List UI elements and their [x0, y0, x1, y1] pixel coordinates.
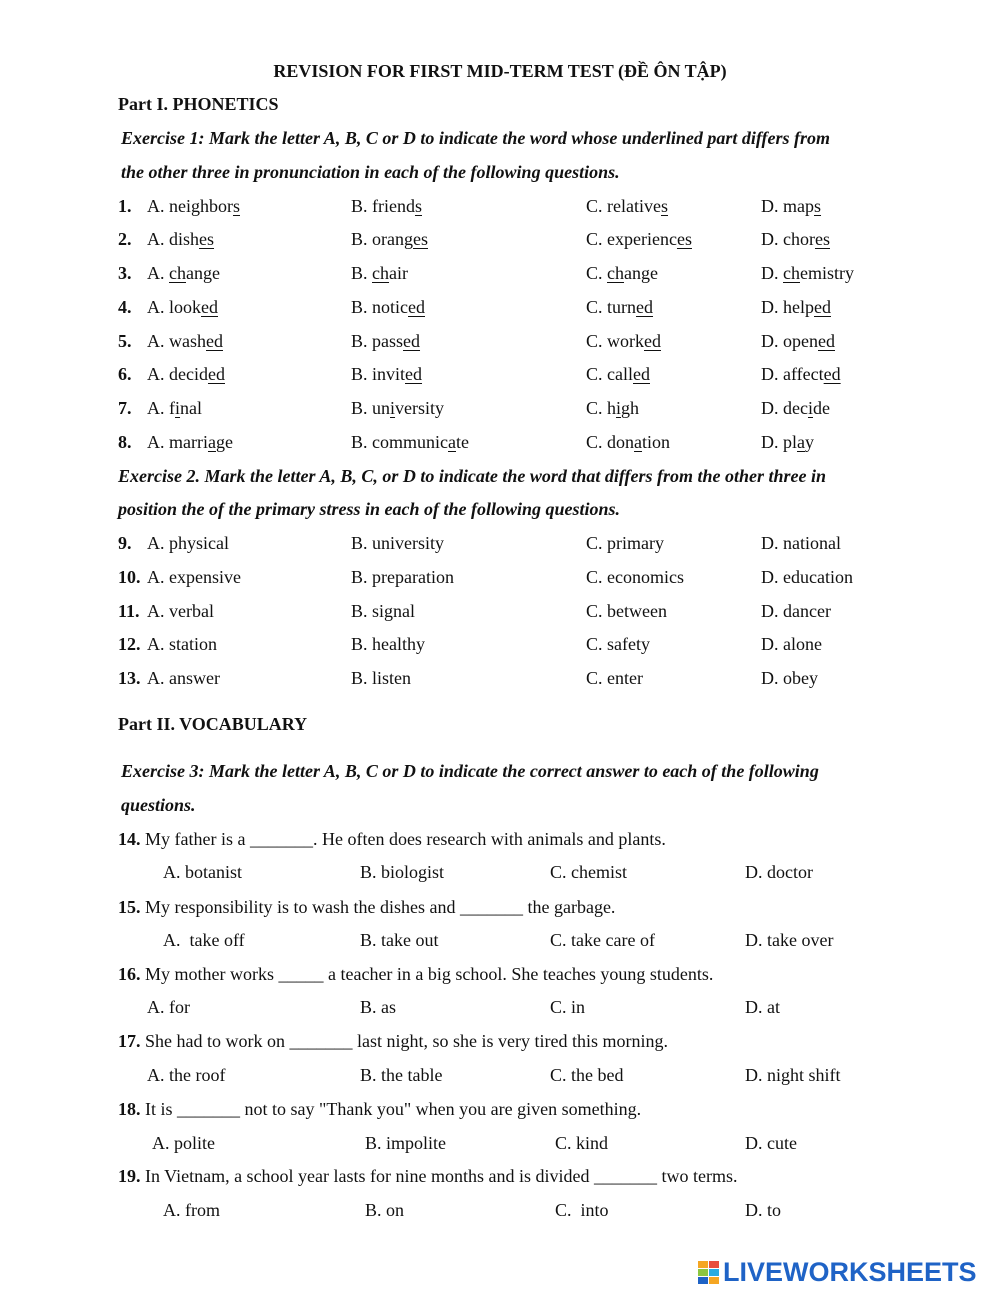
option-text: ge — [215, 432, 233, 452]
answer-option[interactable]: A. verbal — [147, 601, 214, 621]
underlined-part: i — [807, 398, 813, 418]
question-stem — [118, 897, 615, 918]
underlined-part: ed — [818, 331, 835, 351]
underlined-part: ch — [783, 263, 800, 283]
underlined-part: ed — [408, 297, 425, 317]
underlined-part: i — [390, 398, 396, 418]
underlined-part: i — [616, 398, 622, 418]
answer-option[interactable] — [586, 364, 650, 385]
answer-option[interactable]: A. polite — [152, 1133, 215, 1153]
option-text: C. — [586, 263, 608, 283]
option-text: air — [389, 263, 408, 283]
option-text: te — [456, 432, 469, 452]
question-number: 11. — [118, 601, 140, 621]
answer-option[interactable] — [586, 398, 639, 419]
answer-option[interactable]: A. from — [163, 1200, 220, 1220]
answer-option[interactable]: C. chemist — [550, 862, 627, 882]
answer-option[interactable]: A. expensive — [147, 567, 241, 587]
option-text: A. marri — [147, 432, 208, 452]
underlined-part: a — [448, 432, 456, 452]
option-text: A. f — [147, 398, 175, 418]
answer-option[interactable] — [761, 229, 830, 250]
answer-option[interactable] — [147, 229, 214, 250]
answer-option[interactable]: C. take care of — [550, 930, 655, 950]
answer-option[interactable] — [586, 331, 661, 352]
question-text: She had to work on _______ last night, so she is very tired this morning. — [140, 1031, 668, 1051]
answer-option[interactable] — [586, 263, 658, 284]
answer-option[interactable] — [586, 229, 692, 250]
underlined-part: es — [814, 229, 830, 249]
answer-option[interactable] — [586, 196, 668, 217]
option-text: D. help — [761, 297, 814, 317]
answer-option[interactable]: A. physical — [147, 533, 229, 553]
answer-option[interactable]: B. healthy — [351, 634, 425, 654]
answer-option[interactable]: B. on — [365, 1200, 405, 1220]
option-text: B. pass — [351, 331, 404, 351]
answer-option[interactable]: B. impolite — [365, 1133, 446, 1153]
answer-option[interactable]: C. between — [586, 601, 667, 621]
option-text: C. experienc — [586, 229, 677, 249]
answer-option[interactable]: C. kind — [555, 1133, 609, 1153]
answer-option[interactable]: D. education — [761, 567, 853, 587]
option-text: C. h — [586, 398, 617, 418]
option-text: D. map — [761, 196, 814, 216]
underlined-part: ed — [823, 364, 841, 384]
part2-heading: Part II. VOCABULARY — [118, 714, 308, 734]
option-text: D. chor — [761, 229, 815, 249]
answer-option[interactable] — [351, 196, 422, 217]
answer-option[interactable]: D. doctor — [745, 862, 813, 882]
answer-option[interactable]: A. answer — [147, 668, 220, 688]
underlined-part: ed — [814, 297, 831, 317]
question-number: 4. — [118, 297, 132, 317]
answer-option[interactable] — [761, 196, 821, 217]
question-number: 2. — [118, 229, 132, 249]
answer-option[interactable] — [351, 331, 420, 352]
answer-option[interactable] — [147, 196, 240, 217]
underlined-part: s — [660, 196, 668, 216]
question-number: 16. — [118, 964, 141, 984]
question-text: It is _______ not to say "Thank you" when you are given something. — [140, 1099, 642, 1119]
question-number: 3. — [118, 263, 132, 283]
question-text: My responsibility is to wash the dishes and _______ the garbage. — [140, 897, 616, 917]
answer-option[interactable]: A. the roof — [147, 1065, 226, 1085]
answer-option[interactable]: B. take out — [360, 930, 439, 950]
underlined-part: a — [634, 432, 643, 452]
underlined-part: ed — [644, 331, 661, 351]
option-text: C. don — [586, 432, 635, 452]
answer-option[interactable]: A. take off — [163, 930, 245, 950]
page-title: REVISION FOR FIRST MID-TERM TEST (ĐỀ ÔN TẬP) — [273, 61, 727, 81]
answer-option[interactable] — [147, 398, 202, 419]
answer-option[interactable] — [147, 297, 218, 318]
answer-option[interactable] — [351, 297, 425, 318]
answer-option[interactable] — [761, 263, 854, 284]
option-text: y — [805, 432, 814, 452]
answer-option[interactable]: D. alone — [761, 634, 822, 654]
answer-option[interactable] — [351, 432, 469, 453]
answer-option[interactable] — [761, 398, 830, 419]
underlined-part: i — [175, 398, 181, 418]
option-text: C. relative — [586, 196, 661, 216]
answer-option[interactable]: B. university — [351, 533, 444, 553]
option-text: A. decid — [147, 364, 208, 384]
question-stem — [118, 1166, 738, 1187]
question-number: 9. — [118, 533, 132, 553]
answer-option[interactable] — [351, 263, 408, 284]
underlined-part: ed — [201, 297, 218, 317]
question-stem — [118, 829, 666, 850]
question-number: 8. — [118, 432, 132, 452]
option-text: nal — [180, 398, 203, 418]
question-number: 10. — [118, 567, 141, 587]
option-text: C. call — [586, 364, 633, 384]
option-text: B. orang — [351, 229, 413, 249]
question-text: My father is a _______. He often does research with animals and plants. — [140, 829, 666, 849]
option-text: D. open — [761, 331, 818, 351]
answer-option[interactable] — [147, 432, 233, 453]
option-text: A. — [147, 263, 169, 283]
option-text: C. turn — [586, 297, 637, 317]
logo-blocks-icon — [698, 1261, 719, 1284]
underlined-part: es — [676, 229, 692, 249]
option-text: gh — [621, 398, 640, 418]
option-text: B. communic — [351, 432, 448, 452]
exercise1-instruction-line1: Exercise 1: Mark the letter A, B, C or D to indicate the word whose underlined part differs from — [121, 128, 831, 148]
answer-option[interactable]: C. into — [555, 1200, 609, 1220]
underlined-part: s — [232, 196, 240, 216]
answer-option[interactable] — [586, 432, 670, 453]
answer-option[interactable]: A. botanist — [163, 862, 242, 882]
underlined-part: ed — [403, 331, 421, 351]
answer-option[interactable]: C. in — [550, 997, 586, 1017]
question-stem — [118, 1099, 641, 1120]
answer-option[interactable] — [761, 331, 835, 352]
answer-option[interactable]: D. take over — [745, 930, 834, 950]
underlined-part: ed — [206, 331, 223, 351]
answer-option[interactable]: D. to — [745, 1200, 781, 1220]
answer-option[interactable]: D. dancer — [761, 601, 831, 621]
answer-option[interactable] — [147, 263, 220, 284]
option-text: B. invit — [351, 364, 406, 384]
question-text: In Vietnam, a school year lasts for nine months and is divided _______ two terms. — [140, 1166, 738, 1186]
answer-option[interactable]: A. station — [147, 634, 217, 654]
question-number: 19. — [118, 1166, 141, 1186]
option-text: B. friend — [351, 196, 415, 216]
underlined-part: ch — [372, 263, 390, 283]
liveworksheets-logo[interactable] — [698, 1257, 977, 1287]
underlined-part: ed — [633, 364, 650, 384]
answer-option[interactable]: D. cute — [745, 1133, 797, 1153]
option-text: versity — [395, 398, 445, 418]
answer-option[interactable] — [761, 364, 841, 385]
option-text: ange — [186, 263, 220, 283]
exercise2-instruction-line2: position the of the primary stress in each of the following questions. — [118, 499, 621, 519]
answer-option[interactable] — [761, 297, 831, 318]
question-number: 15. — [118, 897, 141, 917]
answer-option[interactable]: B. as — [360, 997, 396, 1017]
exercise1-instruction-line2: the other three in pronunciation in each of the following questions. — [121, 162, 620, 182]
option-text: de — [813, 398, 830, 418]
option-text: A. look — [147, 297, 201, 317]
underlined-part: ch — [607, 263, 625, 283]
option-text: A. neighbor — [147, 196, 233, 216]
underlined-part: ed — [636, 297, 654, 317]
answer-option[interactable]: B. the table — [360, 1065, 443, 1085]
answer-option[interactable]: C. economics — [586, 567, 684, 587]
option-text: C. work — [586, 331, 644, 351]
option-text: A. wash — [147, 331, 206, 351]
question-number: 6. — [118, 364, 132, 384]
option-text: B. un — [351, 398, 391, 418]
question-stem — [118, 964, 713, 985]
option-text: D. — [761, 263, 783, 283]
answer-option[interactable] — [351, 398, 444, 419]
answer-option[interactable]: C. safety — [586, 634, 650, 654]
underlined-part: a — [207, 432, 216, 452]
answer-option[interactable]: D. obey — [761, 668, 818, 688]
answer-option[interactable]: D. night shift — [745, 1065, 841, 1085]
answer-option[interactable]: D. at — [745, 997, 780, 1017]
question-number: 12. — [118, 634, 141, 654]
answer-option[interactable]: C. primary — [586, 533, 664, 553]
question-number: 13. — [118, 668, 141, 688]
exercise2-instruction-line1: Exercise 2. Mark the letter A, B, C, or D to indicate the word that differs from the other three in — [118, 466, 827, 486]
option-text: D. pl — [761, 432, 797, 452]
logo-text: LIVEWORKSHEETS — [723, 1256, 977, 1287]
underlined-part: ch — [169, 263, 186, 283]
option-text: D. dec — [761, 398, 808, 418]
underlined-part: s — [814, 196, 822, 216]
underlined-part: s — [414, 196, 422, 216]
answer-option[interactable]: B. biologist — [360, 862, 445, 882]
answer-option[interactable]: B. preparation — [351, 567, 454, 587]
answer-option[interactable]: B. signal — [351, 601, 416, 621]
underlined-part: es — [413, 229, 428, 249]
question-number: 17. — [118, 1031, 141, 1051]
answer-option[interactable] — [147, 364, 225, 385]
part1-heading: Part I. PHONETICS — [118, 94, 279, 114]
option-text: emistry — [800, 263, 854, 283]
answer-option[interactable] — [351, 229, 428, 250]
question-number: 5. — [118, 331, 132, 351]
answer-option[interactable]: C. the bed — [550, 1065, 624, 1085]
underlined-part: ed — [207, 364, 225, 384]
option-text: A. dish — [147, 229, 200, 249]
answer-option[interactable] — [586, 297, 653, 318]
answer-option[interactable]: D. national — [761, 533, 841, 553]
exercise3-instruction-line1: Exercise 3: Mark the letter A, B, C or D to indicate the correct answer to each of the following — [121, 761, 819, 781]
question-number: 18. — [118, 1099, 141, 1119]
underlined-part: es — [199, 229, 215, 249]
question-stem — [118, 1031, 668, 1052]
answer-option[interactable]: C. enter — [586, 668, 643, 688]
question-text: My mother works _____ a teacher in a big school. She teaches young students. — [140, 964, 714, 984]
option-text: B. — [351, 263, 373, 283]
underlined-part: ed — [405, 364, 423, 384]
option-text: B. notic — [351, 297, 408, 317]
question-number: 1. — [118, 196, 132, 216]
option-text: ange — [624, 263, 658, 283]
exercise3-instruction-line2: questions. — [121, 795, 196, 815]
answer-option[interactable] — [761, 432, 814, 453]
option-text: tion — [642, 432, 671, 452]
question-number: 14. — [118, 829, 141, 849]
answer-option[interactable]: A. for — [147, 997, 190, 1017]
option-text: D. affect — [761, 364, 824, 384]
answer-option[interactable] — [351, 364, 422, 385]
underlined-part: a — [797, 432, 805, 452]
answer-option[interactable] — [147, 331, 223, 352]
answer-option[interactable]: B. listen — [351, 668, 412, 688]
question-number: 7. — [118, 398, 132, 418]
